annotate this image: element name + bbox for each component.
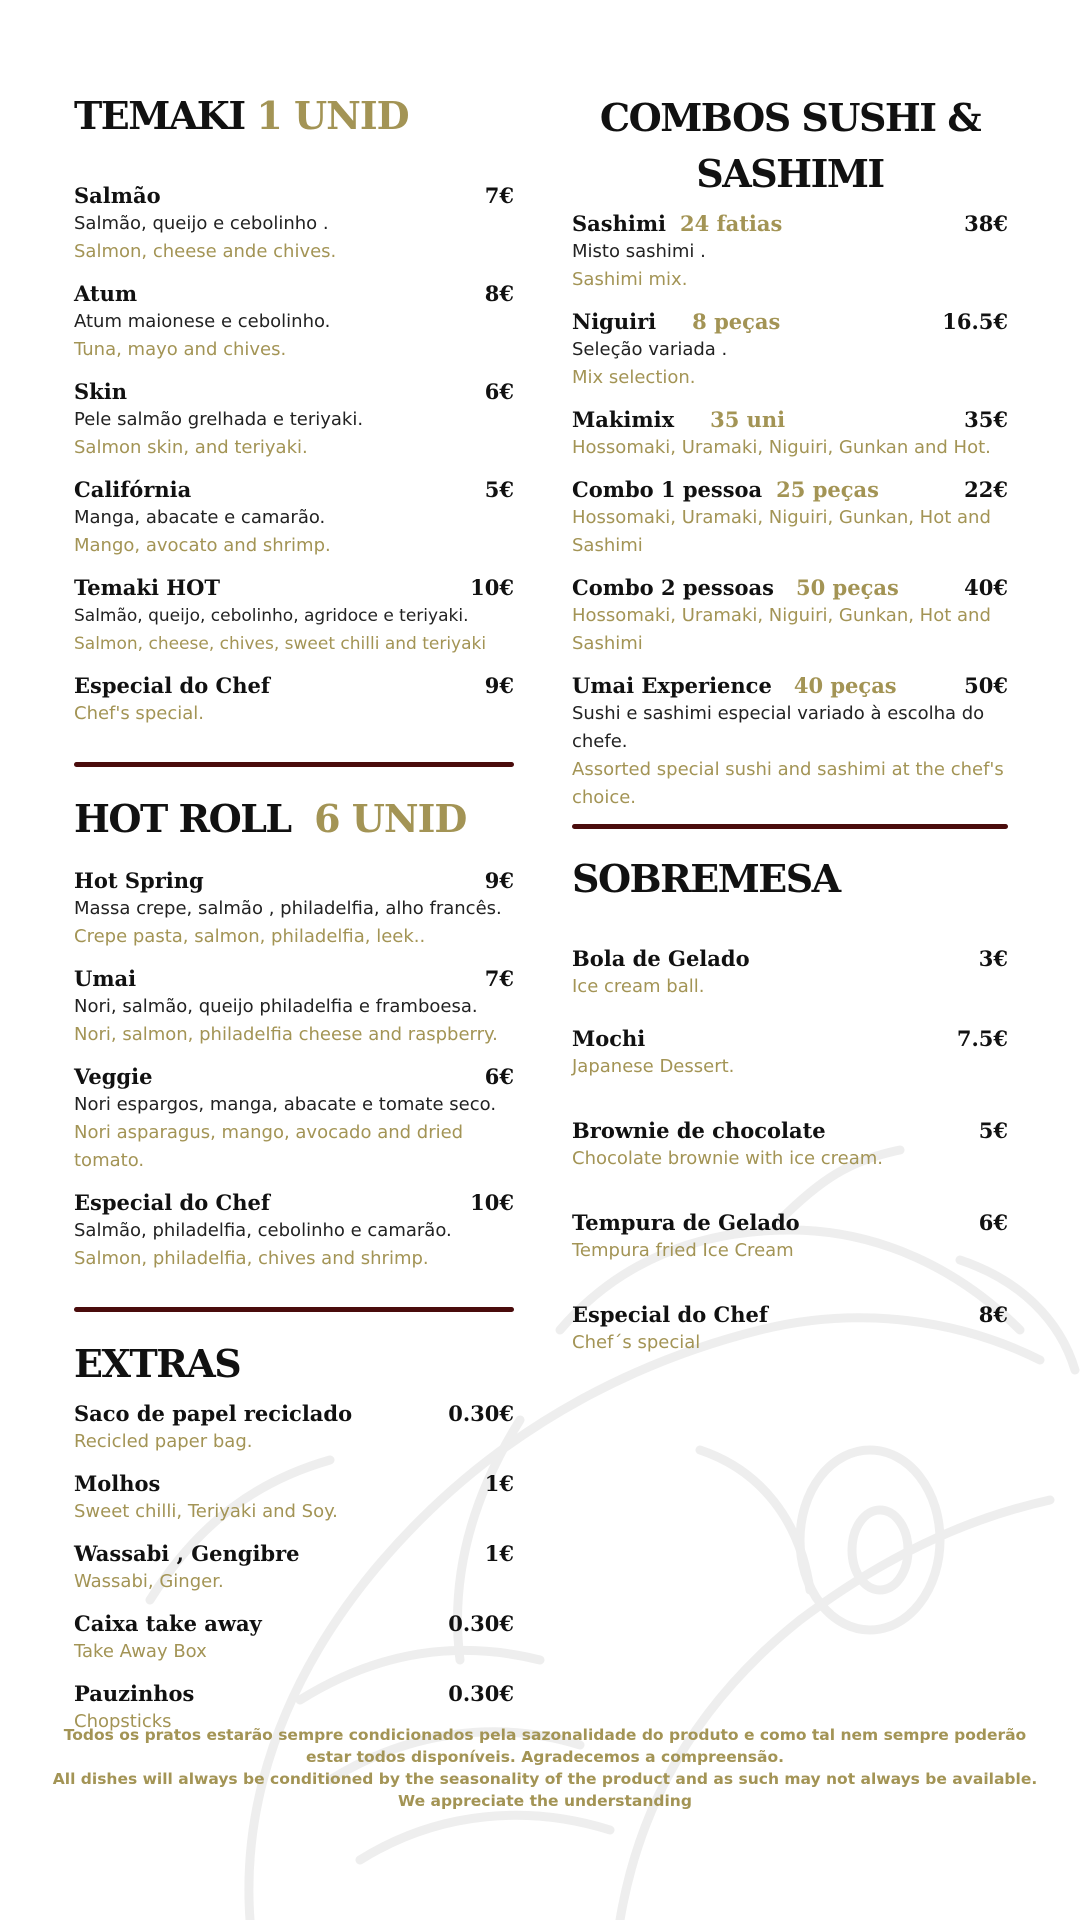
item-price: 6€ bbox=[484, 1064, 514, 1089]
item-price: 5€ bbox=[484, 477, 514, 502]
item-name: Especial do Chef bbox=[74, 673, 270, 698]
item-price: 10€ bbox=[470, 1190, 514, 1215]
item-price: 35€ bbox=[964, 407, 1008, 432]
item-name: Combo 1 pessoa bbox=[572, 477, 763, 502]
item-name: Combo 2 pessoas bbox=[572, 575, 774, 600]
item-price: 3€ bbox=[978, 946, 1008, 971]
menu-item bbox=[572, 1117, 1008, 1173]
item-desc-en: Crepe pasta, salmon, philadelfia, leek.. bbox=[74, 926, 426, 947]
item-name: Hot Spring bbox=[74, 868, 204, 893]
hotroll-section-title: HOT ROLL 6 UNID bbox=[74, 796, 467, 841]
item-name: Saco de papel reciclado bbox=[74, 1401, 353, 1426]
item-desc-pt: Manga, abacate e camarão. bbox=[74, 507, 326, 528]
item-name: Skin bbox=[74, 379, 127, 404]
notice-thanks: We appreciate the understanding bbox=[398, 1792, 692, 1810]
menu-item bbox=[572, 308, 1008, 392]
menu-item bbox=[74, 867, 514, 951]
item-desc-en: Salmon skin, and teriyaki. bbox=[74, 437, 308, 458]
menu-item bbox=[74, 1540, 514, 1596]
item-quantity: 40 peças bbox=[793, 673, 897, 698]
item-price: 40€ bbox=[964, 575, 1008, 600]
item-desc-en: Nori asparagus, mango, avocado and dried tomato. bbox=[74, 1122, 464, 1171]
item-name: Salmão bbox=[74, 183, 161, 208]
menu-item bbox=[74, 965, 514, 1049]
item-desc-en: Salmon, philadelfia, chives and shrimp. bbox=[74, 1248, 429, 1269]
item-price: 9€ bbox=[484, 868, 514, 893]
menu-item bbox=[572, 1209, 1008, 1265]
notice-pt: Todos os pratos estarão sempre condicionados pela sazonalidade do produto e como tal nem sempre poderão estar todos disponíveis. Agradecemos a compreensão. bbox=[63, 1726, 1027, 1766]
item-name: Umai bbox=[74, 966, 137, 991]
item-desc-pt: Salmão, philadelfia, cebolinho e camarão. bbox=[74, 1220, 452, 1241]
item-name: Caixa take away bbox=[74, 1611, 262, 1636]
notice-en: All dishes will always be conditioned by the seasonality of the product and as such may not always be available. bbox=[52, 1770, 1038, 1788]
item-desc-en: Tuna, mayo and chives. bbox=[74, 339, 287, 360]
item-name: Mochi bbox=[572, 1026, 646, 1051]
menu-item bbox=[572, 1301, 1008, 1357]
item-desc-en: Tempura fried Ice Cream bbox=[572, 1240, 794, 1261]
item-desc-pt: Misto sashimi . bbox=[572, 241, 706, 262]
item-desc-en: Chef's special. bbox=[74, 703, 204, 724]
item-quantity: 25 peças bbox=[776, 477, 879, 502]
item-desc-en: Salmon, cheese ande chives. bbox=[74, 241, 337, 262]
menu-item bbox=[74, 476, 514, 560]
item-name: Califórnia bbox=[74, 477, 192, 502]
menu-item bbox=[74, 1400, 514, 1456]
right-column bbox=[572, 90, 1008, 1357]
item-price: 0.30€ bbox=[448, 1401, 514, 1426]
menu-item bbox=[572, 406, 1008, 462]
item-quantity: 35 uni bbox=[710, 407, 786, 432]
item-name: Wassabi , Gengibre bbox=[74, 1541, 300, 1566]
item-desc-en: Take Away Box bbox=[74, 1641, 207, 1662]
item-price: 5€ bbox=[978, 1118, 1008, 1143]
item-price: 38€ bbox=[964, 211, 1008, 236]
combos-section-title: COMBOS SUSHI & SASHIMI bbox=[599, 95, 981, 196]
item-name: Makimix bbox=[572, 407, 675, 432]
item-quantity: 8 peças bbox=[692, 309, 781, 334]
menu-item bbox=[74, 574, 514, 658]
menu-item bbox=[572, 672, 1008, 812]
item-desc-en: Ice cream ball. bbox=[572, 976, 705, 997]
section-divider bbox=[74, 762, 514, 767]
item-name: Temaki HOT bbox=[74, 575, 221, 600]
item-price: 50€ bbox=[964, 673, 1008, 698]
item-name: Especial do Chef bbox=[572, 1302, 768, 1327]
item-price: 0.30€ bbox=[448, 1611, 514, 1636]
item-desc-pt: Massa crepe, salmão , philadelfia, alho francês. bbox=[74, 898, 502, 919]
item-price: 22€ bbox=[964, 477, 1008, 502]
item-desc-en: Chocolate brownie with ice cream. bbox=[572, 1148, 884, 1169]
item-desc-pt: Sushi e sashimi especial variado à escolha do chefe. bbox=[572, 703, 985, 752]
item-desc-en: Chef´s special bbox=[572, 1332, 701, 1353]
item-price: 8€ bbox=[978, 1302, 1008, 1327]
menu-item bbox=[572, 574, 1008, 658]
item-price: 7.5€ bbox=[956, 1026, 1008, 1051]
item-desc-en: Hossomaki, Uramaki, Niguiri, Gunkan, Hot and Sashimi bbox=[572, 507, 991, 556]
item-desc-en: Sweet chilli, Teriyaki and Soy. bbox=[74, 1501, 338, 1522]
item-desc-en: Wassabi, Ginger. bbox=[74, 1571, 224, 1592]
item-price: 1€ bbox=[484, 1471, 514, 1496]
menu-item bbox=[74, 378, 514, 462]
item-price: 1€ bbox=[484, 1541, 514, 1566]
item-desc-en: Mango, avocato and shrimp. bbox=[74, 535, 331, 556]
item-desc-en: Chopsticks bbox=[74, 1711, 172, 1732]
item-quantity: 50 peças bbox=[796, 575, 899, 600]
item-quantity: 24 fatias bbox=[680, 211, 783, 236]
menu-item bbox=[74, 1063, 514, 1175]
item-price: 6€ bbox=[978, 1210, 1008, 1235]
item-name: Molhos bbox=[74, 1471, 161, 1496]
section-divider bbox=[74, 1307, 514, 1312]
menu-item bbox=[74, 1189, 514, 1273]
item-price: 16.5€ bbox=[942, 309, 1008, 334]
item-desc-pt: Pele salmão grelhada e teriyaki. bbox=[74, 409, 364, 430]
item-desc-en: Nori, salmon, philadelfia cheese and raspberry. bbox=[74, 1024, 498, 1045]
item-price: 8€ bbox=[484, 281, 514, 306]
item-price: 10€ bbox=[470, 575, 514, 600]
section-divider bbox=[572, 824, 1008, 829]
item-name: Brownie de chocolate bbox=[572, 1118, 826, 1143]
menu-item bbox=[74, 1470, 514, 1526]
item-desc-pt: Salmão, queijo, cebolinho, agridoce e teriyaki. bbox=[74, 606, 469, 626]
item-desc-pt: Nori, salmão, queijo philadelfia e framboesa. bbox=[74, 996, 478, 1017]
item-desc-pt: Nori espargos, manga, abacate e tomate seco. bbox=[74, 1094, 497, 1115]
item-desc-en: Assorted special sushi and sashimi at the chef's choice. bbox=[572, 759, 1004, 808]
menu-item bbox=[74, 672, 514, 728]
item-price: 7€ bbox=[484, 966, 514, 991]
item-name: Atum bbox=[74, 281, 138, 306]
item-desc-en: Hossomaki, Uramaki, Niguiri, Gunkan and Hot. bbox=[572, 437, 991, 458]
left-column bbox=[74, 90, 514, 1736]
menu-item bbox=[572, 210, 1008, 294]
item-desc-pt: Seleção variada . bbox=[572, 339, 728, 360]
menu-item bbox=[572, 476, 1008, 560]
item-desc-en: Sashimi mix. bbox=[572, 269, 688, 290]
item-price: 6€ bbox=[484, 379, 514, 404]
item-desc-pt: Salmão, queijo e cebolinho . bbox=[74, 213, 329, 234]
temaki-section-title: TEMAKI 1 UNID bbox=[74, 93, 409, 138]
item-name: Tempura de Gelado bbox=[572, 1210, 800, 1235]
item-desc-en: Mix selection. bbox=[572, 367, 696, 388]
item-name: Veggie bbox=[74, 1064, 153, 1089]
menu-item bbox=[74, 1610, 514, 1666]
item-name: Especial do Chef bbox=[74, 1190, 270, 1215]
item-name: Bola de Gelado bbox=[572, 946, 750, 971]
item-name: Pauzinhos bbox=[74, 1681, 195, 1706]
item-name: Sashimi bbox=[572, 211, 667, 236]
menu-item bbox=[74, 182, 514, 266]
item-price: 7€ bbox=[484, 183, 514, 208]
item-desc-en: Salmon, cheese, chives, sweet chilli and teriyaki bbox=[74, 634, 487, 654]
seasonality-notice bbox=[50, 1724, 1040, 1812]
dessert-section-title: SOBREMESA bbox=[572, 856, 840, 901]
menu-item bbox=[572, 1025, 1008, 1081]
item-price: 0.30€ bbox=[448, 1681, 514, 1706]
item-desc-en: Japanese Dessert. bbox=[572, 1056, 735, 1077]
item-desc-en: Hossomaki, Uramaki, Niguiri, Gunkan, Hot and Sashimi bbox=[572, 605, 991, 654]
item-price: 9€ bbox=[484, 673, 514, 698]
menu-item bbox=[74, 280, 514, 364]
extras-section-title: EXTRAS bbox=[74, 1341, 241, 1386]
item-name: Niguiri bbox=[572, 309, 657, 334]
menu-item bbox=[572, 945, 1008, 1001]
item-name: Umai Experience bbox=[572, 673, 772, 698]
item-desc-pt: Atum maionese e cebolinho. bbox=[74, 311, 331, 332]
item-desc-en: Recicled paper bag. bbox=[74, 1431, 253, 1452]
